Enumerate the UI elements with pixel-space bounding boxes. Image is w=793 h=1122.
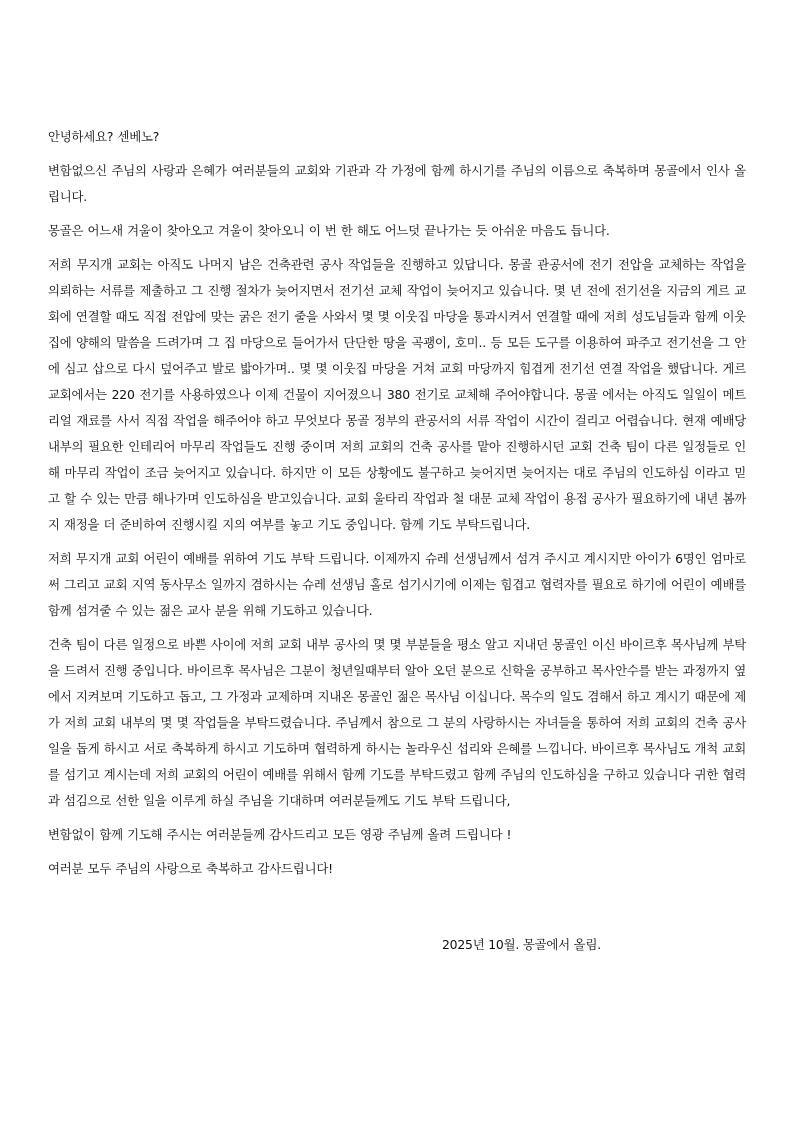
paragraph-thanks: 변함없이 함께 기도해 주시는 여러분들께 감사드리고 모든 영광 주님께 올려 드립니다 ! bbox=[48, 827, 512, 842]
paragraph-closing: 여러분 모두 주님의 사랑으로 축복하고 감사드립니다! bbox=[48, 861, 333, 876]
letter-body bbox=[48, 124, 746, 882]
paragraph-winter: 몽골은 어느새 겨울이 찾아오고 겨울이 찾아오니 이 번 한 해도 어느덧 끝나가는 듯 아쉬운 마음도 듭니다. bbox=[48, 223, 610, 238]
greeting: 안녕하세요? 센베노? bbox=[48, 129, 160, 144]
signature-line: 2025년 10월. 몽골에서 올림. bbox=[442, 937, 601, 952]
paragraph-pastor: 건축 팀이 다른 일정으로 바쁜 사이에 저희 교회 내부 공사의 몇 몇 부분들을 평소 알고 지내던 몽골인 이신 바이르후 목사님께 부탁을 드려서 진행 중입니다. 바이르후 목사님은 그분이 청년일때부터 알아 오던 분으로 신학을 공부하고 목사안수를 받는 과정까지 옆에서 지켜보며 기도하고 돕고, 그 가정과 교제하며 지내온 몽골인 젊은 목사님 이십니다. 목수의 일도 겸해서 하고 계시기 때문에 제가 저희 교회 내부의 몇 몇 작업들을 부탁드렸습니다. 주님께서 참으로 그 분의 사랑하시는 자녀들을 통하여 저희 교회의 건축 공사 일을 돕게 하시고 서로 축복하게 하시고 기도하며 협력하게 하시는 놀라우신 섭리와 은혜를 느낍니다. 바이르후 목사님도 개척 교회를 섬기고 계시는데 저희 교회의 어린이 예배를 위해서 함께 기도를 부탁드렸고 함께 주님의 인도하심을 구하고 있습니다 귀한 협력과 섬김으로 선한 일을 이루게 하실 주님을 기대하며 여러분들께도 기도 부탁 드립니다, bbox=[48, 637, 746, 808]
paragraph-children-worship: 저희 무지개 교회 어린이 예배를 위하여 기도 부탁 드립니다. 이제까지 슈레 선생님께서 섬겨 주시고 계시지만 아이가 6명인 엄마로써 그리고 교회 지역 동사무소 일까지 겸하시는 슈레 선생님 홀로 섬기시기에 이제는 힘겹고 협력자를 필요로 하기에 어린이 예배를 함께 섬겨줄 수 있는 젊은 교사 분을 위해 기도하고 있습니다. bbox=[48, 551, 746, 618]
paragraph-construction: 저희 무지개 교회는 아직도 나머지 남은 건축관련 공사 작업들을 진행하고 있답니다. 몽골 관공서에 전기 전압을 교체하는 작업을 의뢰하는 서류를 제출하고 그 진행 절차가 늦어지면서 전기선 교체 작업이 늦어지고 있습니다. 몇 년 전에 전기선을 지금의 게르 교회에 연결할 때도 직접 전압에 맞는 굵은 전기 줄을 사와서 몇 몇 이웃집 마당을 통과시켜서 연결할 때에 저희 성도님들과 함께 이웃집에 양해의 말씀을 드려가며 그 집 마당으로 들어가서 단단한 땅을 곡괭이, 호미.. 등 모든 도구를 이용하여 파주고 전기선을 그 안에 심고 삽으로 다시 덮어주고 발로 밟아가며.. 몇 몇 이웃집 마당을 거쳐 교회 마당까지 힘겹게 전기선 연결 작업을 했답니다. 게르 교회에서는 220 전기를 사용하였으나 이제 건물이 지어졌으니 380 전기로 교체해 주어야합니다. 몽골 에서는 아직도 일일이 메트리얼 재료를 사서 직접 작업을 해주어야 하고 무엇보다 몽골 정부의 관공서의 서류 작업이 시간이 걸리고 어렵습니다. 현재 예배당 내부의 필요한 인테리어 마무리 작업들도 진행 중이며 저희 교회의 건축 공사를 맡아 진행하시던 교회 건축 팀이 다른 일정들로 인해 마무리 작업이 조금 늦어지고 있습니다. 하지만 이 모든 상황에도 불구하고 늦어지면 늦어지는 대로 주님의 인도하심 이라고 믿고 할 수 있는 만큼 해나가며 인도하심을 받고있습니다. 교회 울타리 작업과 철 대문 교체 작업이 용접 공사가 필요하기에 내년 봄까지 재정을 더 준비하여 진행시킬 지의 여부를 놓고 기도 중입니다. 함께 기도 부탁드립니다. bbox=[48, 257, 746, 532]
paragraph-blessing: 변함없으신 주님의 사랑과 은혜가 여러분들의 교회와 기관과 각 가정에 함께 하시기를 주님의 이름으로 축복하며 몽골에서 인사 올립니다. bbox=[48, 163, 746, 204]
